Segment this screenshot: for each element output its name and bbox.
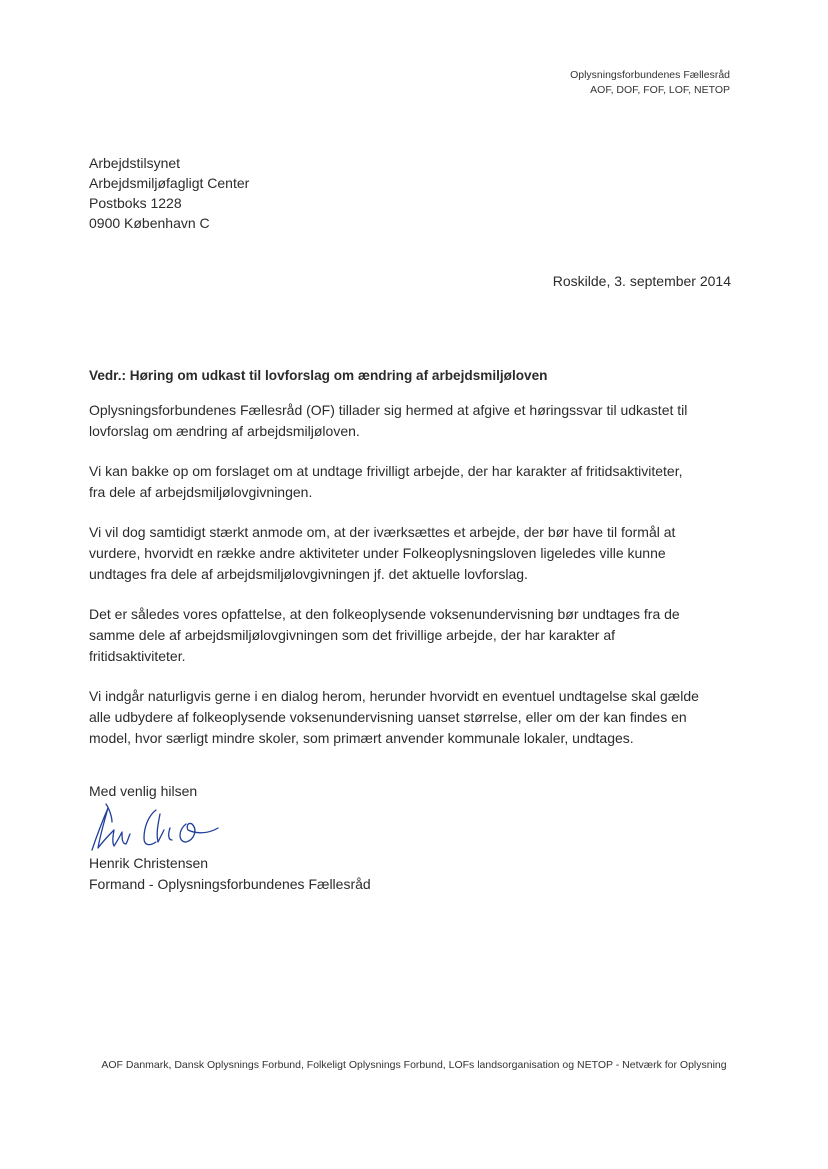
letter-footer	[0, 1058, 828, 1072]
body-paragraph	[89, 686, 739, 749]
recipient-line-4: 0900 København C	[89, 215, 210, 231]
signer-block	[89, 853, 371, 895]
paragraph-line: lovforslag om ændring af arbejdsmiljøloven.	[89, 423, 360, 439]
paragraph-line: Det er således vores opfattelse, at den folkeoplysende voksenundervisning bør undtages fra de	[89, 606, 680, 622]
body-paragraph	[89, 522, 739, 585]
recipient-line-3: Postboks 1228	[89, 195, 182, 211]
handwritten-signature	[86, 800, 226, 856]
paragraph-line: fritidsaktiviteter.	[89, 648, 186, 664]
letter-date: Roskilde, 3. september 2014	[552, 273, 731, 289]
recipient-line-2: Arbejdsmiljøfagligt Center	[89, 175, 250, 191]
signer-title: Formand - Oplysningsforbundenes Fællesråd	[89, 876, 371, 892]
recipient-line-1: Arbejdstilsynet	[89, 155, 181, 171]
sender-members: AOF, DOF, FOF, LOF, NETOP	[590, 84, 730, 96]
letter-subject: Vedr.: Høring om udkast til lovforslag om ændring af arbejdsmiljøloven	[89, 368, 548, 383]
sender-name: Oplysningsforbundenes Fællesråd	[570, 69, 730, 81]
signer-name: Henrik Christensen	[89, 855, 209, 871]
footer-organisations: AOF Danmark, Dansk Oplysnings Forbund, Folkeligt Oplysnings Forbund, LOFs landsorganisation og NETOP - Netværk for Oplysning	[101, 1059, 727, 1071]
paragraph-line: Oplysningsforbundenes Fællesråd (OF) tillader sig hermed at afgive et høringssvar til udkastet til	[89, 402, 688, 418]
paragraph-line: undtages fra dele af arbejdsmiljølovgivningen jf. det aktuelle lovforslag.	[89, 566, 528, 582]
paragraph-line: fra dele af arbejdsmiljølovgivningen.	[89, 484, 313, 500]
paragraph-line: alle udbydere af folkeoplysende voksenundervisning uanset størrelse, eller om der kan findes en	[89, 709, 687, 725]
sender-header	[570, 68, 730, 98]
recipient-address	[89, 153, 249, 233]
paragraph-line: Vi vil dog samtidigt stærkt anmode om, at der iværksættes et arbejde, der bør have til formål at	[89, 524, 676, 540]
paragraph-line: model, hvor særligt mindre skoler, som primært anvender kommunale lokaler, undtages.	[89, 730, 634, 746]
paragraph-line: Vi indgår naturligvis gerne i en dialog herom, herunder hvorvidt en eventuel undtagelse skal gælde	[89, 688, 699, 704]
paragraph-line: Vi kan bakke op om forslaget om at undtage frivilligt arbejde, der har karakter af fritidsaktiviteter,	[89, 463, 683, 479]
body-paragraph	[89, 400, 739, 442]
closing-greeting: Med venlig hilsen	[89, 783, 198, 799]
letter-body	[89, 400, 739, 768]
body-paragraph	[89, 461, 739, 503]
body-paragraph	[89, 604, 739, 667]
paragraph-line: vurdere, hvorvidt en række andre aktiviteter under Folkeoplysningsloven ligeledes ville kunne	[89, 545, 666, 561]
paragraph-line: samme dele af arbejdsmiljølovgivningen som det frivillige arbejde, der har karakter af	[89, 627, 616, 643]
